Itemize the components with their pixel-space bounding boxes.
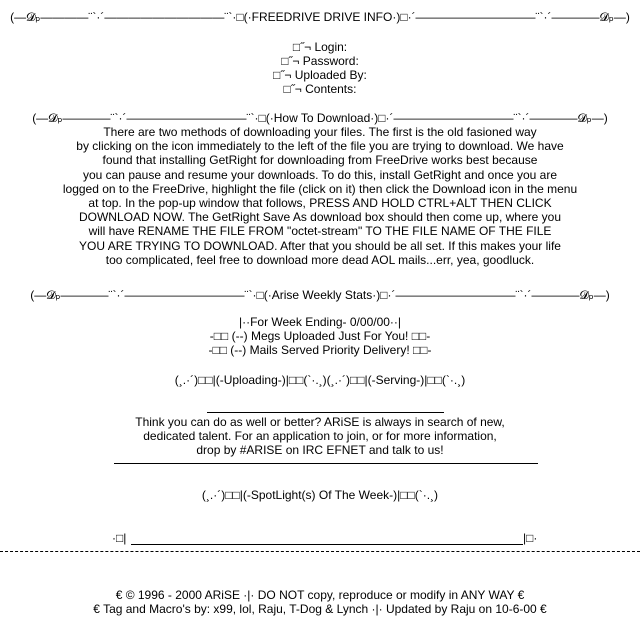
uploading-serving-columns: (¸.·´)□□|(-Uploading-)|□□(`·.¸)(¸.·´)□□|(-Serving-)|□□(`·.¸) [174,373,466,387]
spotlight-left-marker: ·□| [112,531,127,545]
full-width-divider [0,551,640,552]
credits-line: € Tag and Macro's by: x99, lol, Raju, T-Dog & Lynch ·|· Updated by Raju on 10-6-00 € [93,602,547,616]
drive-info-list [0,40,640,96]
week-ending-line: |··For Week Ending- 0/00/00··| [238,315,402,329]
paragraph-line: YOU ARE TRYING TO DOWNLOAD. After that you should be all set. If this makes your life [79,238,561,253]
recruit-top-rule [207,412,444,413]
paragraph-line: you can pause and resume your downloads. To do this, install GetRight and once you are [82,167,558,182]
copyright-line: € © 1996 - 2000 ARiSE ·|· DO NOT copy, reproduce or modify in ANY WAY € [115,588,525,602]
spotlight-rule [131,544,523,545]
recruit-line: Think you can do as well or better? ARiSE is always in search of new, [135,415,505,429]
paragraph-line: logged on to the FreeDrive, highlight the file (click on it) then click the Download icon in the menu [62,181,578,196]
paragraph-line: too complicated, feel free to download more dead AOL mails...err, yea, goodluck. [105,252,535,267]
recruit-bottom-rule [114,463,538,464]
recruit-line: dedicated talent. For an application to join, or for more information, [143,429,497,443]
paragraph-line: found that installing GetRight for downloading from FreeDrive works best because [102,153,538,168]
paragraph-line: by clicking on the icon immediately to the left of the file you are trying to download. We have [76,139,564,154]
spotlight-right-marker: |□· [523,531,538,545]
paragraph-line: There are two methods of downloading your files. The first is the old fasioned way [103,125,537,139]
recruit-line: drop by #ARISE on IRC EFNET and talk to us! [196,443,444,457]
freedrive-info-header: (—𝓓ₚ————¨`·´——————————¨`·□(·FREEDRIVE DRIVE INFO·)□·´——————————¨`·´————𝓓ₚ—) [10,10,630,24]
password-field-label: □˝¬ Password: [281,54,359,68]
megs-uploaded-line: -□□ (--) Megs Uploaded Just For You! □□- [209,329,431,343]
how-to-download-header: (—𝓓ₚ————¨`·´——————————¨`·□(·How To Download·)□·´——————————¨`·´————𝓓ₚ—) [32,111,608,125]
spotlight-header: (¸.·´)□□|(-SpotLight(s) Of The Week-)|□□(`·.¸) [201,488,439,502]
recruit-text [0,415,640,457]
uploaded-by-field-label: □˝¬ Uploaded By: [273,68,367,82]
mails-served-line: -□□ (--) Mails Served Priority Delivery! □□- [208,343,432,357]
paragraph-line: at top. In the pop-up window that follows, PRESS AND HOLD CTRL+ALT THEN CLICK [88,196,552,211]
login-field-label: □˝¬ Login: [292,40,348,54]
paragraph-line: will have RENAME THE FILE FROM "octet-stream" TO THE FILE NAME OF THE FILE [88,224,552,239]
how-to-download-text [0,125,640,267]
contents-field-label: □˝¬ Contents: [283,82,357,96]
paragraph-line: DOWNLOAD NOW. The GetRight Save As download box should then come up, where you [78,210,561,225]
weekly-stats-header: (—𝓓ₚ————¨`·´——————————¨`·□(·Arise Weekly Stats·)□·´——————————¨`·´————𝓓ₚ—) [30,288,610,302]
